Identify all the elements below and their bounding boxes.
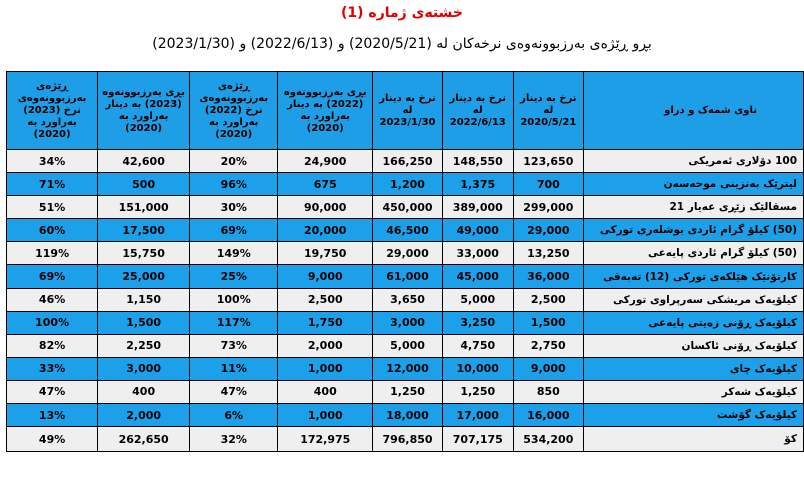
cell-name: لیترێک بەنزینی موحەسەن bbox=[584, 173, 804, 196]
header-row bbox=[7, 72, 804, 150]
cell-p2023: 3,000 bbox=[373, 311, 443, 334]
cell-pct2023: 71% bbox=[7, 173, 98, 196]
cell-name: (50) کیلۆ گرام ئاردی پایەعی bbox=[584, 242, 804, 265]
cell-pct2023: 82% bbox=[7, 334, 98, 357]
table-subtitle: بڕو ڕێژەی بەرزبوونەوەی نرخەکان لە (2020/5/21) و (2022/6/13) و (2023/1/30) bbox=[152, 36, 652, 52]
cell-p2023: 1,250 bbox=[373, 380, 443, 403]
cell-inc2023: 15,750 bbox=[98, 242, 190, 265]
cell-p2022: 45,000 bbox=[442, 265, 513, 288]
cell-name: کیلۆیەک مریشکی سەرپراوی تورکی bbox=[584, 288, 804, 311]
cell-inc2023: 25,000 bbox=[98, 265, 190, 288]
header-inc2023: بڕی بەرزبوونەوە (2023) بە دینار بەراورد بە (2020) bbox=[98, 72, 190, 150]
cell-inc2023: 17,500 bbox=[98, 219, 190, 242]
table-row bbox=[7, 334, 804, 357]
header-pct2022: ڕێژەی بەرزبوونەوەی نرخ (2022) بەراورد بە (2020) bbox=[190, 72, 278, 150]
cell-p2022: 1,250 bbox=[442, 380, 513, 403]
cell-inc2023: 2,000 bbox=[98, 404, 190, 427]
cell-inc2022: 2,500 bbox=[278, 288, 373, 311]
cell-pct2023: 33% bbox=[7, 357, 98, 380]
cell-pct2023: 46% bbox=[7, 288, 98, 311]
cell-p2022: 148,550 bbox=[442, 150, 513, 173]
table-row bbox=[7, 196, 804, 219]
cell-inc2022: 90,000 bbox=[278, 196, 373, 219]
total-pct2022: 32% bbox=[190, 427, 278, 452]
cell-inc2022: 1,000 bbox=[278, 357, 373, 380]
header-p2023: نرخ بە دینار لە 2023/1/30 bbox=[373, 72, 443, 150]
cell-p2022: 4,750 bbox=[442, 334, 513, 357]
cell-inc2022: 24,900 bbox=[278, 150, 373, 173]
table-row bbox=[7, 173, 804, 196]
cell-p2020: 123,650 bbox=[513, 150, 584, 173]
cell-p2020: 2,500 bbox=[513, 288, 584, 311]
table-row bbox=[7, 380, 804, 403]
cell-pct2023: 34% bbox=[7, 150, 98, 173]
table-row bbox=[7, 288, 804, 311]
cell-pct2022: 149% bbox=[190, 242, 278, 265]
cell-pct2022: 96% bbox=[190, 173, 278, 196]
cell-inc2023: 2,250 bbox=[98, 334, 190, 357]
cell-name: کیلۆیەک گۆشت bbox=[584, 404, 804, 427]
cell-p2023: 61,000 bbox=[373, 265, 443, 288]
total-pct2023: 49% bbox=[7, 427, 98, 452]
cell-p2020: 299,000 bbox=[513, 196, 584, 219]
cell-p2020: 700 bbox=[513, 173, 584, 196]
table-row bbox=[7, 150, 804, 173]
cell-name: کیلۆیەک چای bbox=[584, 357, 804, 380]
cell-p2022: 17,000 bbox=[442, 404, 513, 427]
cell-p2020: 2,750 bbox=[513, 334, 584, 357]
cell-inc2022: 2,000 bbox=[278, 334, 373, 357]
cell-inc2023: 1,150 bbox=[98, 288, 190, 311]
cell-p2023: 5,000 bbox=[373, 334, 443, 357]
cell-pct2022: 11% bbox=[190, 357, 278, 380]
cell-inc2022: 9,000 bbox=[278, 265, 373, 288]
cell-inc2022: 1,000 bbox=[278, 404, 373, 427]
table-row bbox=[7, 219, 804, 242]
cell-inc2022: 20,000 bbox=[278, 219, 373, 242]
header-name: ناوی شمەک و دراو bbox=[584, 72, 804, 150]
cell-inc2023: 400 bbox=[98, 380, 190, 403]
table-row bbox=[7, 404, 804, 427]
cell-pct2023: 60% bbox=[7, 219, 98, 242]
header-p2020: نرخ بە دینار لە 2020/5/21 bbox=[513, 72, 584, 150]
cell-p2020: 13,250 bbox=[513, 242, 584, 265]
cell-inc2023: 42,600 bbox=[98, 150, 190, 173]
total-p2020: 534,200 bbox=[513, 427, 584, 452]
cell-name: کارتۆنێک هێلکەی تورکی (12) تەبەقی bbox=[584, 265, 804, 288]
cell-name: مسقالێک زێڕی عەیار 21 bbox=[584, 196, 804, 219]
cell-p2020: 36,000 bbox=[513, 265, 584, 288]
cell-p2020: 1,500 bbox=[513, 311, 584, 334]
cell-pct2022: 73% bbox=[190, 334, 278, 357]
cell-pct2022: 117% bbox=[190, 311, 278, 334]
cell-p2022: 1,375 bbox=[442, 173, 513, 196]
cell-pct2023: 13% bbox=[7, 404, 98, 427]
cell-p2020: 850 bbox=[513, 380, 584, 403]
total-inc2022: 172,975 bbox=[278, 427, 373, 452]
total-inc2023: 262,650 bbox=[98, 427, 190, 452]
cell-p2023: 450,000 bbox=[373, 196, 443, 219]
table-row bbox=[7, 357, 804, 380]
table-row bbox=[7, 242, 804, 265]
cell-p2022: 5,000 bbox=[442, 288, 513, 311]
cell-p2023: 29,000 bbox=[373, 242, 443, 265]
cell-p2022: 389,000 bbox=[442, 196, 513, 219]
cell-p2020: 16,000 bbox=[513, 404, 584, 427]
price-table bbox=[6, 71, 804, 452]
cell-p2022: 49,000 bbox=[442, 219, 513, 242]
cell-inc2022: 675 bbox=[278, 173, 373, 196]
total-row bbox=[7, 427, 804, 452]
cell-pct2022: 25% bbox=[190, 265, 278, 288]
cell-inc2022: 1,750 bbox=[278, 311, 373, 334]
cell-pct2022: 100% bbox=[190, 288, 278, 311]
cell-name: کیلۆیەک شەکر bbox=[584, 380, 804, 403]
cell-p2020: 29,000 bbox=[513, 219, 584, 242]
cell-p2022: 33,000 bbox=[442, 242, 513, 265]
cell-name: (50) کیلۆ گرام ئاردی بوشلەری تورکی bbox=[584, 219, 804, 242]
header-inc2022: بڕی بەرزبوونەوە (2022) بە دینار بەراورد بە (2020) bbox=[278, 72, 373, 150]
cell-p2022: 3,250 bbox=[442, 311, 513, 334]
cell-name: کیلۆیەک ڕۆنی زەیتی پایەعی bbox=[584, 311, 804, 334]
total-p2023: 796,850 bbox=[373, 427, 443, 452]
cell-inc2023: 151,000 bbox=[98, 196, 190, 219]
cell-inc2022: 400 bbox=[278, 380, 373, 403]
cell-pct2022: 30% bbox=[190, 196, 278, 219]
cell-pct2022: 47% bbox=[190, 380, 278, 403]
cell-p2023: 166,250 bbox=[373, 150, 443, 173]
cell-pct2022: 20% bbox=[190, 150, 278, 173]
table-row bbox=[7, 265, 804, 288]
cell-pct2022: 69% bbox=[190, 219, 278, 242]
cell-pct2022: 6% bbox=[190, 404, 278, 427]
table-row bbox=[7, 311, 804, 334]
cell-pct2023: 69% bbox=[7, 265, 98, 288]
cell-p2022: 10,000 bbox=[442, 357, 513, 380]
cell-inc2023: 1,500 bbox=[98, 311, 190, 334]
cell-p2020: 9,000 bbox=[513, 357, 584, 380]
table-title: خشتەی ژمارە (1) bbox=[341, 5, 463, 21]
cell-name: 100 دۆلاری ئەمریکی bbox=[584, 150, 804, 173]
cell-p2023: 46,500 bbox=[373, 219, 443, 242]
cell-p2023: 12,000 bbox=[373, 357, 443, 380]
cell-pct2023: 100% bbox=[7, 311, 98, 334]
cell-p2023: 1,200 bbox=[373, 173, 443, 196]
cell-p2023: 3,650 bbox=[373, 288, 443, 311]
cell-inc2023: 3,000 bbox=[98, 357, 190, 380]
cell-inc2022: 19,750 bbox=[278, 242, 373, 265]
cell-pct2023: 47% bbox=[7, 380, 98, 403]
total-label: کۆ bbox=[584, 427, 804, 452]
cell-name: کیلۆیەک ڕۆنی ئاکسان bbox=[584, 334, 804, 357]
cell-p2023: 18,000 bbox=[373, 404, 443, 427]
header-pct2023: ڕێژەی بەرزبوونەوەی نرخ (2023) بەراورد بە (2020) bbox=[7, 72, 98, 150]
cell-pct2023: 119% bbox=[7, 242, 98, 265]
total-p2022: 707,175 bbox=[442, 427, 513, 452]
header-p2022: نرخ بە دینار لە 2022/6/13 bbox=[442, 72, 513, 150]
cell-inc2023: 500 bbox=[98, 173, 190, 196]
cell-pct2023: 51% bbox=[7, 196, 98, 219]
